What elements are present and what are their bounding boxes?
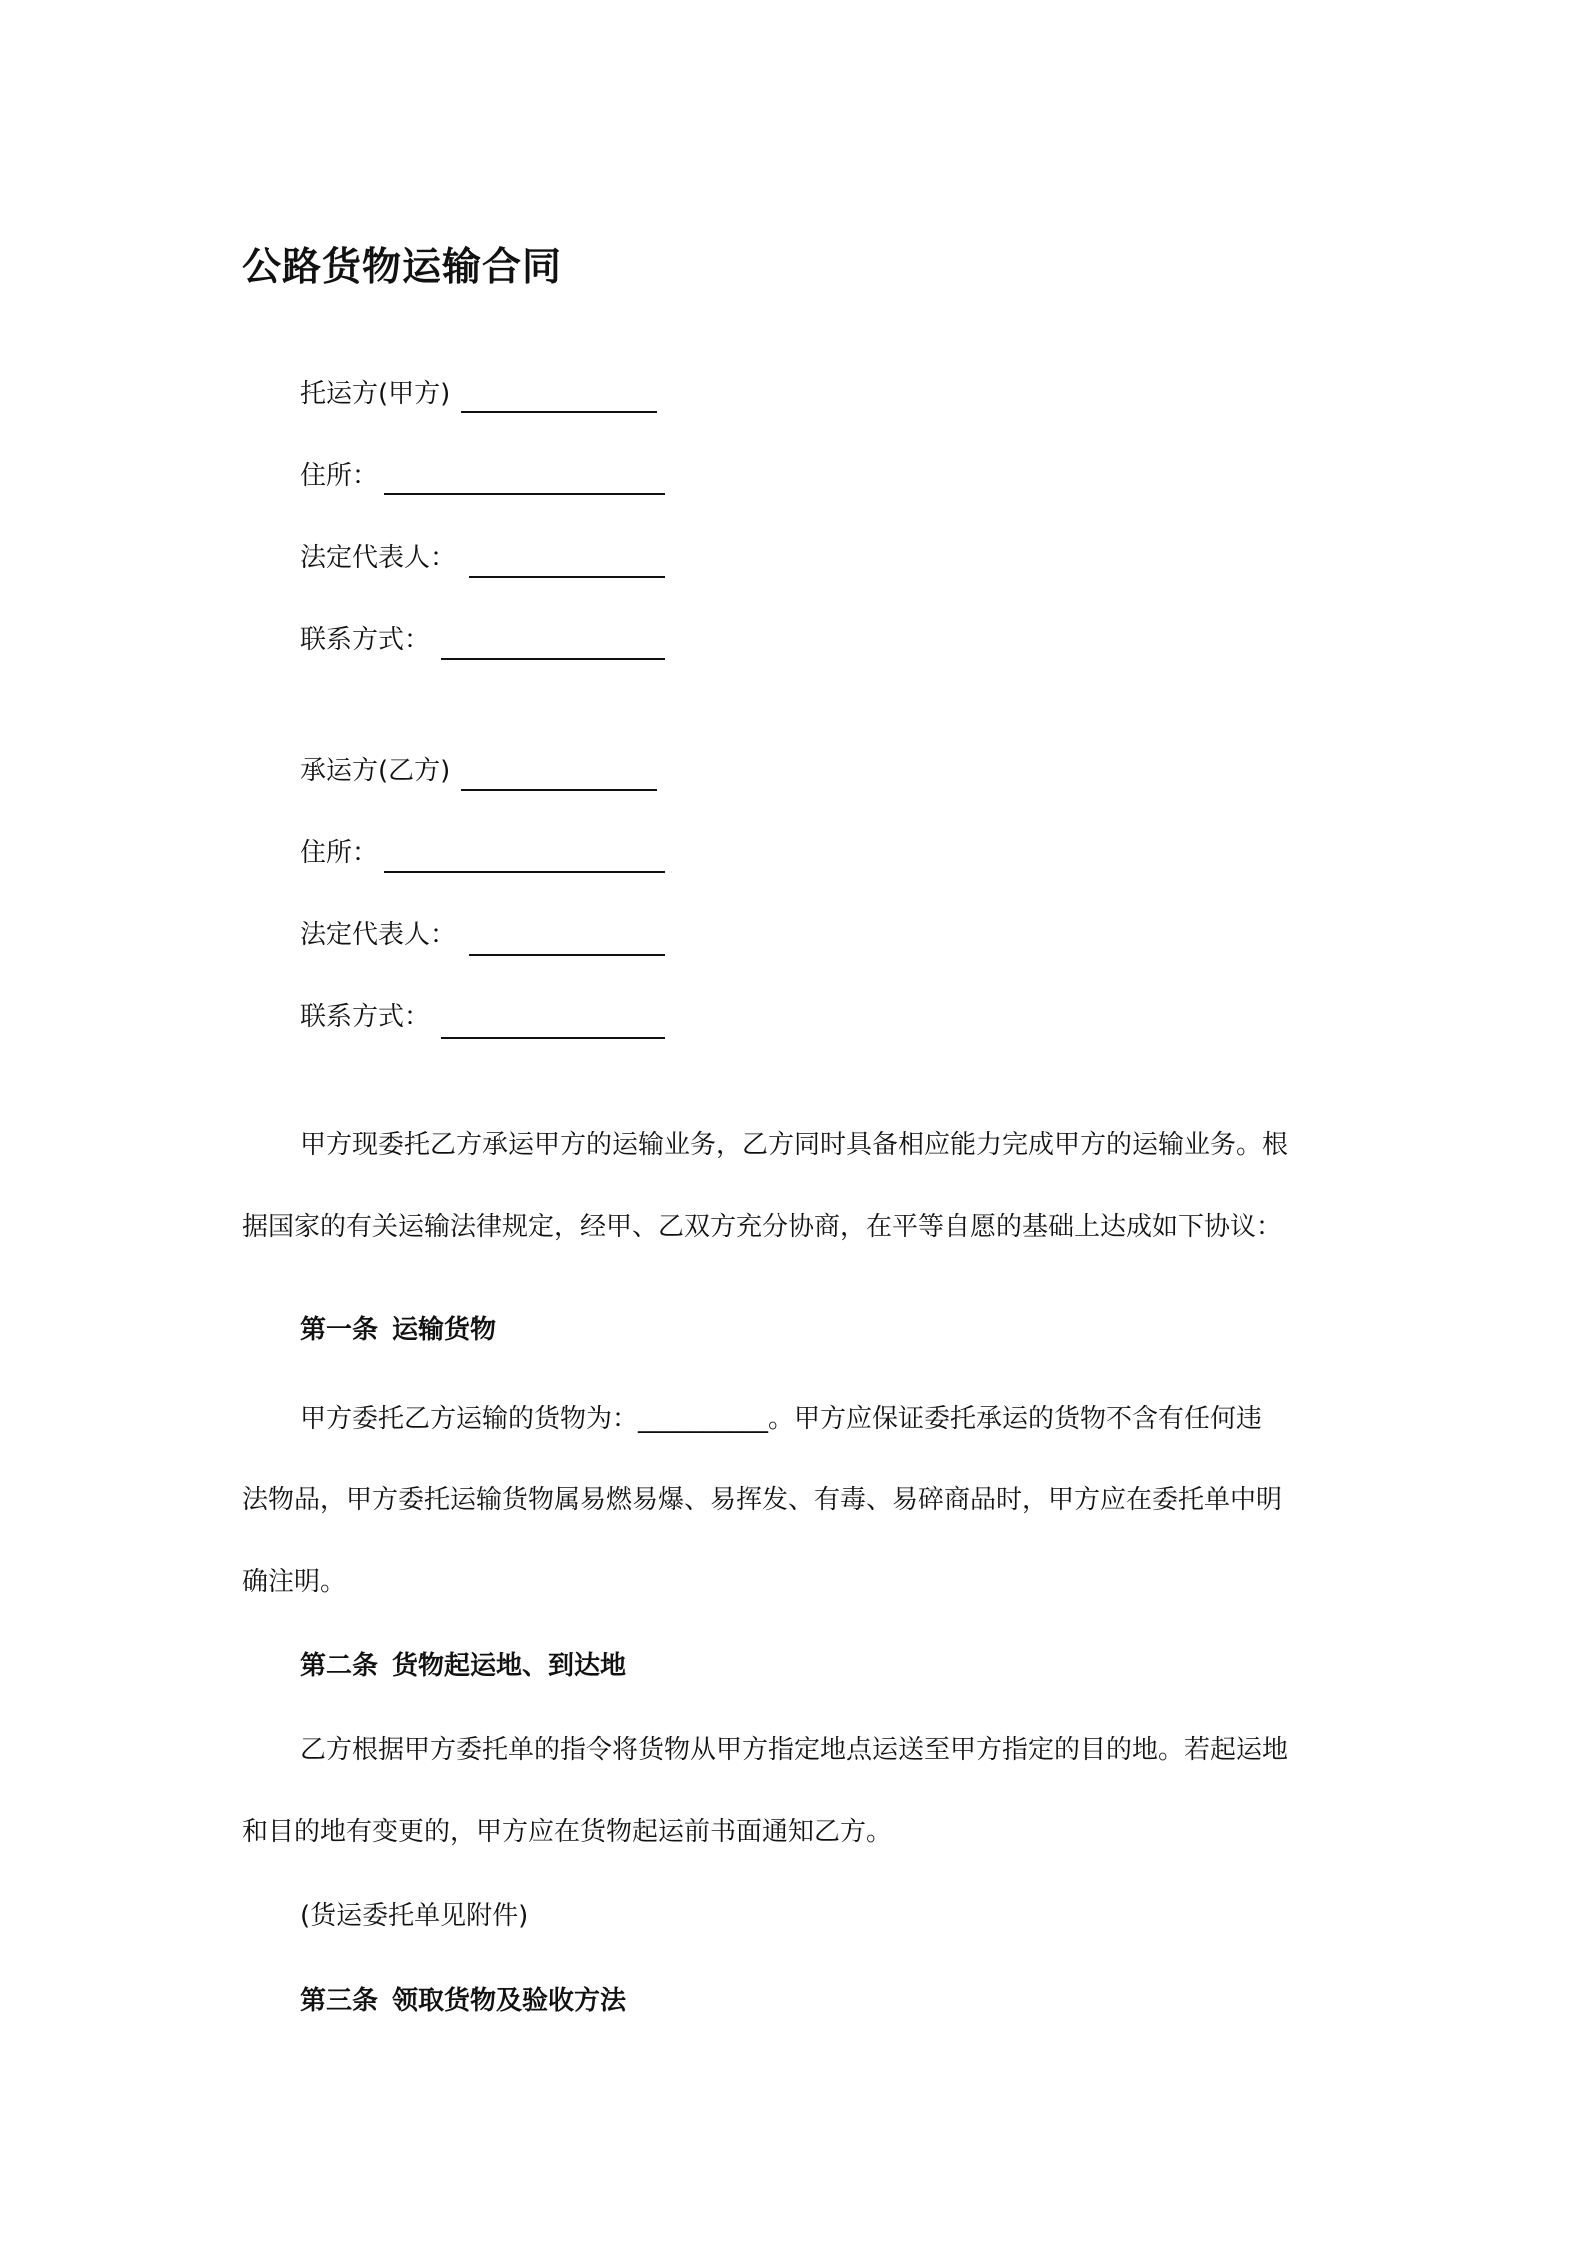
party-b-address-label: 住所：	[300, 838, 379, 868]
party-b-label: 承运方(乙方)	[300, 756, 451, 786]
article-1-heading	[300, 1310, 496, 1350]
article-1-line-3: 确注明。	[242, 1567, 347, 1597]
article-1-title: 运输货物	[392, 1315, 497, 1345]
article-2-note: (货运委托单见附件)	[300, 1901, 529, 1931]
article-1-line-1: 甲方委托乙方运输的货物为：__________。甲方应保证委托承运的货物不含有任何违	[300, 1404, 1263, 1434]
party-b-rep-blank[interactable]	[469, 954, 665, 956]
article-2-title: 货物起运地、到达地	[392, 1651, 627, 1681]
party-a-address-blank[interactable]	[384, 493, 665, 495]
party-a-rep-blank[interactable]	[469, 576, 665, 578]
intro-line-2: 据国家的有关运输法律规定，经甲、乙双方充分协商，在平等自愿的基础上达成如下协议：	[242, 1212, 1283, 1242]
party-a-address-label: 住所：	[300, 461, 379, 491]
article-3-number: 第三条	[300, 1986, 379, 2016]
party-b-name-blank[interactable]	[461, 789, 657, 791]
party-b-address-blank[interactable]	[384, 871, 665, 873]
intro-line-1: 甲方现委托乙方承运甲方的运输业务，乙方同时具备相应能力完成甲方的运输业务。根	[300, 1130, 1289, 1160]
party-a-label: 托运方(甲方)	[300, 379, 451, 409]
party-a-name-blank[interactable]	[461, 411, 657, 413]
article-2-line-1: 乙方根据甲方委托单的指令将货物从甲方指定地点运送至甲方指定的目的地。若起运地	[300, 1735, 1289, 1765]
party-a-contact-blank[interactable]	[441, 658, 665, 660]
party-b-contact-blank[interactable]	[441, 1037, 665, 1039]
article-1-line-2: 法物品，甲方委托运输货物属易燃易爆、易挥发、有毒、易碎商品时，甲方应在委托单中明	[242, 1485, 1283, 1515]
article-2-heading	[300, 1646, 626, 1686]
article-3-title: 领取货物及验收方法	[392, 1986, 627, 2016]
party-b-rep-label: 法定代表人：	[300, 920, 457, 950]
article-1-number: 第一条	[300, 1315, 379, 1345]
party-a-rep-label: 法定代表人：	[300, 543, 457, 573]
article-2-line-2: 和目的地有变更的，甲方应在货物起运前书面通知乙方。	[242, 1817, 893, 1847]
article-3-heading	[300, 1981, 626, 2021]
party-a-contact-label: 联系方式：	[300, 625, 431, 655]
party-b-contact-label: 联系方式：	[300, 1002, 431, 1032]
article-2-number: 第二条	[300, 1651, 379, 1681]
document-title: 公路货物运输合同	[242, 245, 563, 290]
